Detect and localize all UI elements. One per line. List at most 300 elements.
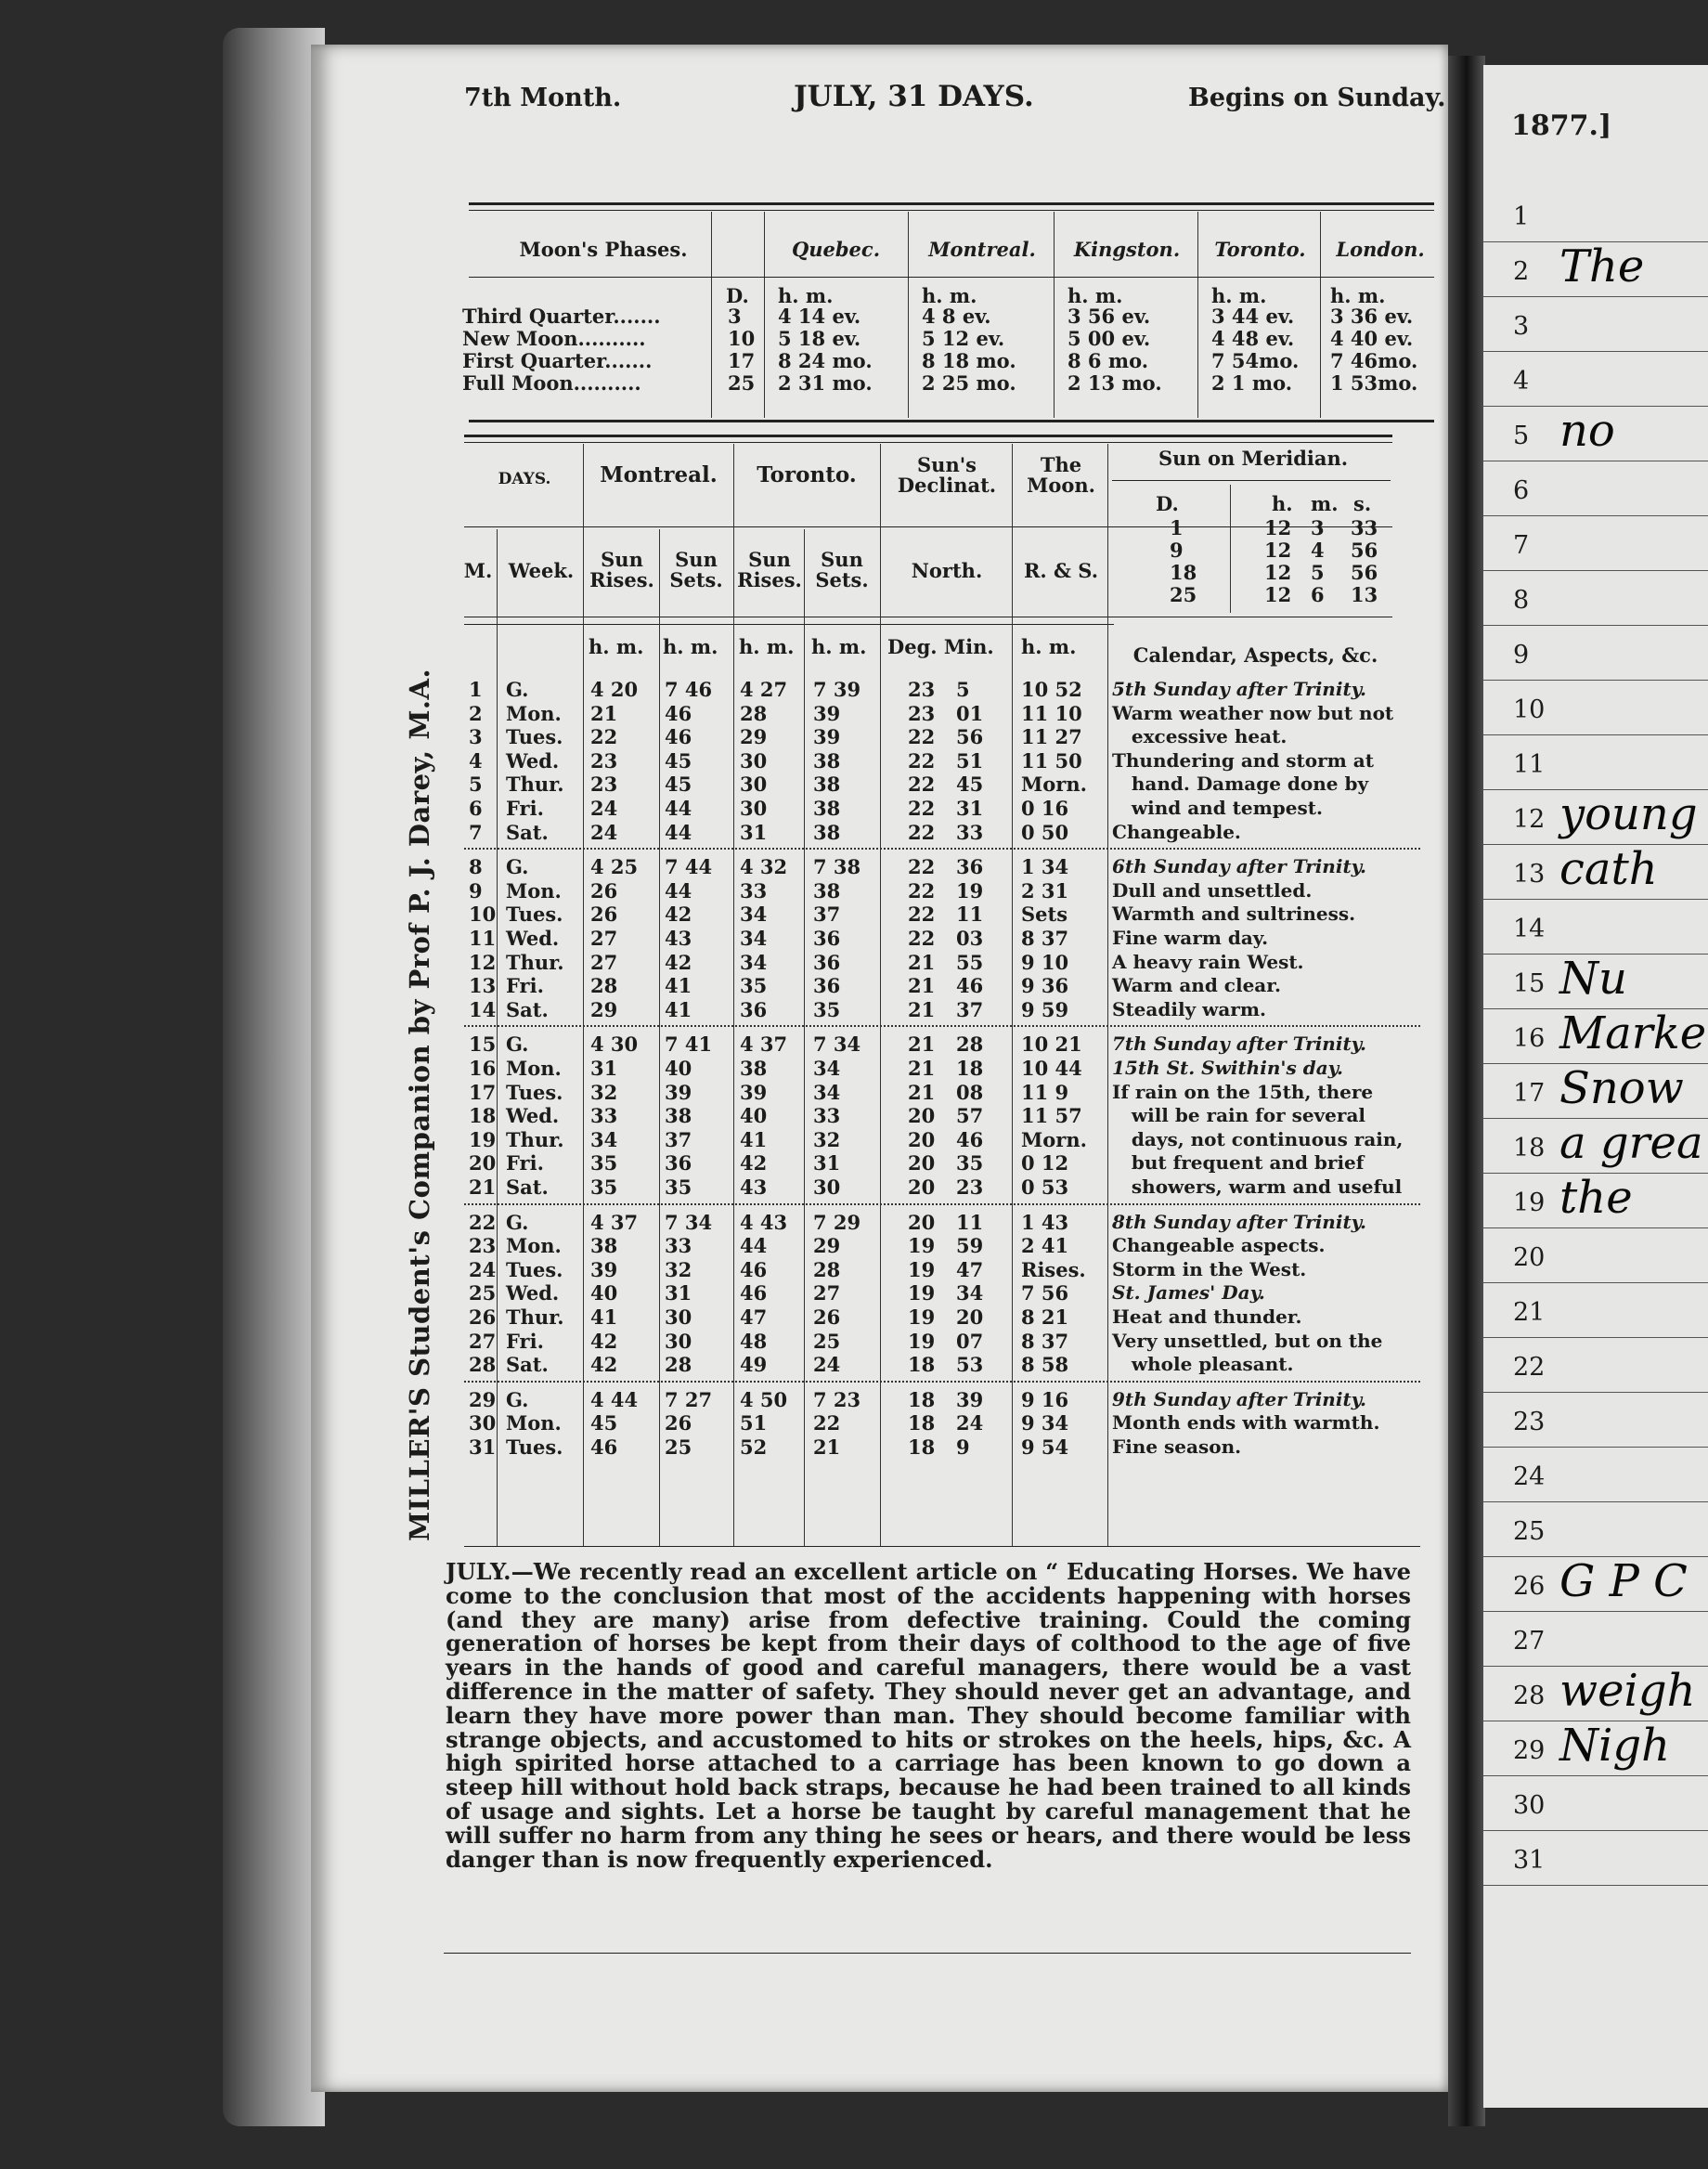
col-week: Week. (508, 559, 575, 582)
calendar-note: Warm weather now but not (1112, 701, 1394, 724)
toronto-sunset: 34 (813, 1057, 841, 1080)
declination-deg: 20 (908, 1127, 936, 1151)
calendar-note: Storm in the West. (1112, 1257, 1307, 1280)
phase-time-london: 1 53mo. (1330, 371, 1418, 395)
declination-deg: 19 (908, 1257, 936, 1281)
meridian-s: 33 (1351, 516, 1378, 539)
rule (464, 526, 1392, 527)
toronto-sunrise: 36 (740, 997, 768, 1021)
weekday: Tues. (506, 1435, 563, 1459)
toronto-sunrise: 34 (740, 950, 768, 974)
toronto-sunrise: 46 (740, 1257, 768, 1281)
unit-hm: h. m. (1330, 284, 1386, 307)
day-number: 21 (469, 1175, 497, 1199)
toronto-sunset: 21 (813, 1435, 841, 1459)
montreal-sunset: 7 27 (665, 1387, 713, 1411)
handwritten-entry: weigh (1559, 1665, 1696, 1717)
toronto-sunset: 37 (813, 903, 841, 927)
rule (464, 1546, 1420, 1547)
montreal-sunrise: 31 (590, 1057, 618, 1080)
phase-time-kingston: 5 00 ev. (1068, 327, 1151, 350)
toronto-sunrise: 51 (740, 1411, 768, 1435)
handwritten-entry: Snow (1559, 1062, 1684, 1114)
montreal-sunrise: 46 (590, 1435, 618, 1459)
diary-rule (1483, 1227, 1708, 1228)
diary-row-number: 15 (1513, 969, 1546, 998)
calendar-note: 8th Sunday after Trinity. (1112, 1210, 1366, 1233)
toronto-sunrise: 29 (740, 725, 768, 749)
diary-rule (1483, 1501, 1708, 1502)
moon-rise-set: 2 41 (1021, 1234, 1069, 1258)
moon-rise-set: 0 53 (1021, 1175, 1069, 1199)
weekday: Mon. (506, 1057, 562, 1080)
weekday: Thur. (506, 1127, 564, 1151)
phase-name: Full Moon.......... (462, 371, 641, 395)
montreal-sunrise: 27 (590, 927, 618, 950)
meridian-m: 6 (1311, 583, 1325, 606)
declination-min: 9 (956, 1435, 970, 1459)
phase-name: Third Quarter....... (462, 305, 661, 328)
col-toronto-sets: Sun Sets. (815, 548, 869, 592)
diary-rule (1483, 296, 1708, 297)
phase-day: 10 (728, 327, 756, 350)
toronto-sunset: 7 29 (813, 1210, 861, 1234)
city-quebec: Quebec. (791, 238, 881, 261)
moon-heading: The Moon. (1027, 453, 1095, 498)
toronto-sunrise: 30 (740, 797, 768, 820)
day-number: 15 (469, 1033, 497, 1057)
toronto-heading: Toronto. (757, 462, 857, 487)
montreal-sunset: 46 (665, 701, 692, 725)
diary-row-number: 28 (1513, 1682, 1546, 1710)
montreal-sunrise: 41 (590, 1305, 618, 1329)
montreal-sunset: 41 (665, 974, 692, 998)
phase-name: First Quarter....... (462, 349, 653, 372)
toronto-sunrise: 34 (740, 903, 768, 927)
weekday: Tues. (506, 903, 563, 927)
weekday: G. (506, 678, 529, 701)
book-gutter (1448, 56, 1485, 2126)
moon-rise-set: 9 16 (1021, 1387, 1069, 1411)
moon-rise-set: 1 34 (1021, 855, 1069, 879)
diary-row-number: 9 (1513, 641, 1530, 669)
moon-rise-set: 0 16 (1021, 797, 1069, 820)
montreal-sunrise: 28 (590, 974, 618, 998)
montreal-sunset: 41 (665, 997, 692, 1021)
day-number: 27 (469, 1329, 497, 1353)
declination-deg: 19 (908, 1305, 936, 1329)
montreal-sunrise: 24 (590, 797, 618, 820)
declination-min: 53 (956, 1353, 984, 1377)
phase-time-toronto: 4 48 ev. (1211, 327, 1295, 350)
moon-rise-set: 11 27 (1021, 725, 1082, 749)
divider (711, 212, 712, 418)
day-number: 5 (469, 773, 483, 797)
day-number: 19 (469, 1127, 497, 1151)
rule (1112, 480, 1391, 481)
montreal-sunset: 31 (665, 1281, 692, 1305)
weekday: Tues. (506, 1257, 563, 1281)
declination-heading: Sun's Declinat. (897, 453, 997, 498)
montreal-sunrise: 26 (590, 878, 618, 903)
toronto-sunset: 36 (813, 927, 841, 950)
calendar-note: excessive heat. (1112, 725, 1287, 748)
day-number: 23 (469, 1234, 497, 1258)
declination-min: 03 (956, 927, 984, 950)
diary-row-number: 29 (1513, 1736, 1546, 1765)
day-number: 14 (469, 997, 497, 1021)
day-number: 30 (469, 1411, 497, 1435)
calendar-note: wind and tempest. (1112, 797, 1323, 819)
declination-deg: 23 (908, 701, 936, 725)
divider (1197, 212, 1198, 418)
day-number: 28 (469, 1353, 497, 1377)
toronto-sunset: 7 38 (813, 855, 861, 879)
meridian-h: 12 (1264, 516, 1292, 539)
declination-min: 35 (956, 1151, 984, 1175)
toronto-sunset: 30 (813, 1175, 841, 1199)
diary-row-number: 17 (1513, 1079, 1546, 1108)
declination-min: 51 (956, 748, 984, 773)
moon-rise-set: 9 10 (1021, 950, 1069, 974)
toronto-sunrise: 4 50 (740, 1387, 788, 1411)
moon-rise-set: 10 21 (1021, 1033, 1082, 1057)
weekday: Wed. (506, 748, 560, 773)
montreal-sunset: 36 (665, 1151, 692, 1175)
toronto-sunset: 39 (813, 701, 841, 725)
toronto-sunrise: 38 (740, 1057, 768, 1080)
declination-deg: 20 (908, 1104, 936, 1128)
moon-rise-set: 8 58 (1021, 1353, 1069, 1377)
montreal-sunset: 30 (665, 1329, 692, 1353)
divider (1320, 212, 1321, 418)
meridian-s: 56 (1351, 561, 1378, 584)
declination-min: 11 (956, 1210, 984, 1234)
declination-min: 46 (956, 1127, 984, 1151)
meridian-col-d: D. (1156, 492, 1179, 515)
montreal-sunrise: 40 (590, 1281, 618, 1305)
weekday: Sat. (506, 997, 549, 1021)
montreal-sunrise: 21 (590, 701, 618, 725)
montreal-sunset: 30 (665, 1305, 692, 1329)
toronto-sunset: 34 (813, 1080, 841, 1104)
montreal-sunrise: 42 (590, 1353, 618, 1377)
calendar-note: whole pleasant. (1112, 1353, 1294, 1376)
calendar-note: 6th Sunday after Trinity. (1112, 855, 1366, 878)
day-number: 11 (469, 927, 497, 950)
montreal-sunset: 45 (665, 748, 692, 773)
calendar-note: Warm and clear. (1112, 974, 1281, 997)
calendar-note: Very unsettled, but on the (1112, 1329, 1383, 1352)
declination-deg: 22 (908, 878, 936, 903)
handwritten-entry: a grea (1559, 1117, 1703, 1169)
phase-time-london: 3 36 ev. (1330, 305, 1414, 328)
toronto-sunset: 7 23 (813, 1387, 861, 1411)
phase-time-toronto: 3 44 ev. (1211, 305, 1295, 328)
declination-min: 47 (956, 1257, 984, 1281)
toronto-sunrise: 31 (740, 820, 768, 844)
montreal-sunset: 7 44 (665, 855, 713, 879)
calendar-note: days, not continuous rain, (1112, 1127, 1404, 1150)
day-number: 12 (469, 950, 497, 974)
toronto-sunrise: 30 (740, 773, 768, 797)
declination-deg: 21 (908, 974, 936, 998)
toronto-sunset: 7 34 (813, 1033, 861, 1057)
handwritten-entry: Marke (1559, 1007, 1707, 1059)
day-number: 3 (469, 725, 483, 749)
toronto-sunset: 22 (813, 1411, 841, 1435)
montreal-sunrise: 4 20 (590, 678, 639, 701)
phase-day: 3 (728, 305, 742, 328)
rule (464, 435, 1392, 437)
toronto-sunrise: 43 (740, 1175, 768, 1199)
day-number: 4 (469, 748, 483, 773)
calendar-note: but frequent and brief (1112, 1151, 1365, 1175)
calendar-note: Dull and unsettled. (1112, 878, 1313, 902)
calendar-note: Fine season. (1112, 1435, 1242, 1458)
toronto-sunrise: 48 (740, 1329, 768, 1353)
diary-row-number: 1 (1513, 202, 1530, 231)
diary-rule (1483, 1392, 1708, 1393)
day-number: 24 (469, 1257, 497, 1281)
calendar-note: Changeable aspects. (1112, 1234, 1326, 1257)
handwritten-entry: no (1559, 405, 1615, 457)
weekday: Sat. (506, 1353, 549, 1377)
declination-min: 34 (956, 1281, 984, 1305)
diary-page-right (1483, 65, 1708, 2108)
montreal-sunrise: 39 (590, 1257, 618, 1281)
toronto-sunrise: 47 (740, 1305, 768, 1329)
montreal-sunset: 39 (665, 1080, 692, 1104)
day-number: 9 (469, 878, 483, 903)
weekday: G. (506, 1387, 529, 1411)
handwritten-entry: young (1559, 788, 1698, 840)
page-title: JULY, 31 DAYS. (794, 80, 1034, 113)
declination-min: 20 (956, 1305, 984, 1329)
declination-min: 01 (956, 701, 984, 725)
montreal-sunrise: 23 (590, 748, 618, 773)
diary-row-number: 23 (1513, 1408, 1546, 1436)
meridian-title: Sun on Meridian. (1158, 447, 1349, 470)
weekday: Wed. (506, 1104, 560, 1128)
diary-rule (1483, 1337, 1708, 1338)
montreal-sunrise: 29 (590, 997, 618, 1021)
toronto-sunset: 38 (813, 773, 841, 797)
toronto-sunrise: 39 (740, 1080, 768, 1104)
diary-rule (1483, 1611, 1708, 1612)
montreal-sunrise: 4 37 (590, 1210, 639, 1234)
meridian-m: 3 (1311, 516, 1325, 539)
declination-deg: 18 (908, 1353, 936, 1377)
montreal-sunrise: 4 44 (590, 1387, 639, 1411)
toronto-sunset: 38 (813, 820, 841, 844)
moon-rise-set: 7 56 (1021, 1281, 1069, 1305)
toronto-sunset: 33 (813, 1104, 841, 1128)
declination-min: 18 (956, 1057, 984, 1080)
meridian-h: 12 (1264, 539, 1292, 562)
diary-rule (1483, 570, 1708, 571)
meridian-s: 56 (1351, 539, 1378, 562)
declination-min: 07 (956, 1329, 984, 1353)
weekday: G. (506, 1210, 529, 1234)
toronto-sunset: 36 (813, 974, 841, 998)
col-north: North. (911, 559, 983, 582)
diary-row-number: 14 (1513, 915, 1546, 943)
day-number: 10 (469, 903, 497, 927)
declination-min: 24 (956, 1411, 984, 1435)
handwritten-entry: cath (1559, 843, 1658, 895)
calendar-heading: Calendar, Aspects, &c. (1132, 643, 1378, 667)
calendar-note: 5th Sunday after Trinity. (1112, 678, 1366, 700)
diary-row-number: 24 (1513, 1462, 1546, 1491)
rule (469, 202, 1434, 205)
toronto-sunset: 39 (813, 725, 841, 749)
montreal-sunset: 25 (665, 1435, 692, 1459)
calendar-note: Warmth and sultriness. (1112, 903, 1356, 926)
montreal-sunrise: 45 (590, 1411, 618, 1435)
col-toronto-rises: Sun Rises. (737, 548, 802, 592)
montreal-sunset: 28 (665, 1353, 692, 1377)
day-number: 8 (469, 855, 483, 879)
weekday: Mon. (506, 1411, 562, 1435)
diary-rule (1483, 1885, 1708, 1886)
toronto-sunset: 32 (813, 1127, 841, 1151)
toronto-sunset: 35 (813, 997, 841, 1021)
diary-row-number: 8 (1513, 586, 1530, 615)
moon-rise-set: Morn. (1021, 773, 1087, 797)
montreal-sunset: 42 (665, 903, 692, 927)
toronto-sunrise: 30 (740, 748, 768, 773)
montreal-sunset: 44 (665, 820, 692, 844)
declination-deg: 19 (908, 1234, 936, 1258)
declination-deg: 21 (908, 1057, 936, 1080)
declination-deg: 22 (908, 773, 936, 797)
montreal-sunset: 44 (665, 878, 692, 903)
moon-rise-set: Morn. (1021, 1127, 1087, 1151)
moon-rise-set: 9 36 (1021, 974, 1069, 998)
diary-row-number: 11 (1513, 750, 1546, 779)
montreal-sunset: 37 (665, 1127, 692, 1151)
declination-deg: 21 (908, 950, 936, 974)
montreal-sunrise: 24 (590, 820, 618, 844)
montreal-sunset: 32 (665, 1257, 692, 1281)
day-number: 22 (469, 1210, 497, 1234)
phase-time-quebec: 8 24 mo. (778, 349, 873, 372)
toronto-sunrise: 4 37 (740, 1033, 788, 1057)
moon-rise-set: 8 21 (1021, 1305, 1069, 1329)
montreal-sunset: 7 46 (665, 678, 713, 701)
montreal-sunrise: 4 25 (590, 855, 639, 879)
weekday: Tues. (506, 1080, 563, 1104)
col-m: M. (463, 559, 493, 582)
montreal-heading: Montreal. (600, 462, 718, 487)
declination-min: 55 (956, 950, 984, 974)
toronto-sunset: 25 (813, 1329, 841, 1353)
phase-time-toronto: 2 1 mo. (1211, 371, 1293, 395)
moon-rise-set: 9 59 (1021, 997, 1069, 1021)
unit-hm: h. m. (1211, 284, 1267, 307)
article-text: JULY.—We recently read an excellent article on “ Educating Horses. We have come to the conclusion that most of the accidents happening with horses (and they are many) arise from defective training. Could the coming generation of horses be kept from their days of colthood to the age of five years in the hands of good and careful managers, there would be a vast difference in the matter of safety. They should never get an advantage, and learn they have more power than man. They should become familiar with strange objects, and accustomed to hits or strokes on the heels, hips, &c. A high spirited horse attached to a carriage has been known to go down a steep hill without hold back straps, because he had been trained to all kinds of usage and sights. Let a horse be taught by careful management that he will suffer no harm from any thing he sees or hears, and there would be less danger than is now frequently experienced. (446, 1558, 1411, 1873)
diary-row-number: 13 (1513, 860, 1546, 889)
meridian-h: 12 (1264, 561, 1292, 584)
montreal-sunset: 46 (665, 725, 692, 749)
meridian-day: 25 (1170, 583, 1197, 606)
declination-min: 28 (956, 1033, 984, 1057)
declination-deg: 18 (908, 1411, 936, 1435)
phase-time-quebec: 5 18 ev. (778, 327, 861, 350)
moon-rise-set: 10 52 (1021, 678, 1082, 701)
montreal-sunrise: 35 (590, 1175, 618, 1199)
toronto-sunset: 38 (813, 797, 841, 820)
day-number: 20 (469, 1151, 497, 1175)
toronto-sunrise: 34 (740, 927, 768, 950)
diary-rule (1483, 1775, 1708, 1776)
moon-rise-set: 11 9 (1021, 1080, 1069, 1104)
calendar-note: 15th St. Swithin's day. (1112, 1057, 1343, 1079)
meridian-m: 5 (1311, 561, 1325, 584)
calendar-note: St. James' Day. (1112, 1281, 1265, 1305)
divider (908, 212, 909, 418)
rule (469, 277, 1434, 278)
month-number: 7th Month. (464, 84, 622, 112)
meridian-m: 4 (1311, 539, 1325, 562)
calendar-note: Month ends with warmth. (1112, 1411, 1380, 1435)
declination-deg: 22 (908, 903, 936, 927)
declination-deg: 21 (908, 1080, 936, 1104)
weekday: Wed. (506, 1281, 560, 1305)
moon-rise-set: 11 50 (1021, 748, 1082, 773)
calendar-note: Thundering and storm at (1112, 748, 1374, 772)
day-number: 2 (469, 701, 483, 725)
diary-rule (1483, 625, 1708, 626)
handwritten-entry: The (1559, 240, 1645, 292)
unit-hm: h. m. (778, 284, 834, 307)
declination-min: 33 (956, 820, 984, 844)
moon-phases-heading: Moon's Phases. (519, 238, 688, 261)
montreal-sunset: 7 41 (665, 1033, 713, 1057)
toronto-sunrise: 4 43 (740, 1210, 788, 1234)
toronto-sunset: 36 (813, 950, 841, 974)
col-montreal-sets: Sun Sets. (669, 548, 723, 592)
handwritten-entry: Nu (1559, 953, 1627, 1005)
toronto-sunrise: 42 (740, 1151, 768, 1175)
diary-rule (1483, 734, 1708, 735)
toronto-sunset: 27 (813, 1281, 841, 1305)
weekday: Wed. (506, 927, 560, 950)
diary-row-number: 22 (1513, 1353, 1546, 1382)
side-title: MILLER'S Student's Companion by Prof P. J. Darey, M.A. (404, 668, 435, 1541)
calendar-note: Changeable. (1112, 820, 1241, 843)
diary-row-number: 20 (1513, 1243, 1546, 1272)
weekday: Mon. (506, 701, 562, 725)
rule (469, 210, 1434, 211)
phase-time-kingston: 3 56 ev. (1068, 305, 1151, 328)
weekday: Fri. (506, 974, 544, 998)
diary-row-number: 25 (1513, 1517, 1546, 1546)
montreal-sunrise: 42 (590, 1329, 618, 1353)
declination-min: 37 (956, 997, 984, 1021)
moon-rise-set: 9 54 (1021, 1435, 1069, 1459)
declination-deg: 18 (908, 1387, 936, 1411)
montreal-sunset: 43 (665, 927, 692, 950)
montreal-sunrise: 27 (590, 950, 618, 974)
unit-hm: h. m. (1021, 635, 1077, 658)
montreal-sunset: 42 (665, 950, 692, 974)
day-number: 17 (469, 1080, 497, 1104)
diary-row-number: 2 (1513, 257, 1530, 286)
rule (444, 1953, 1411, 1954)
rule (469, 420, 1434, 422)
